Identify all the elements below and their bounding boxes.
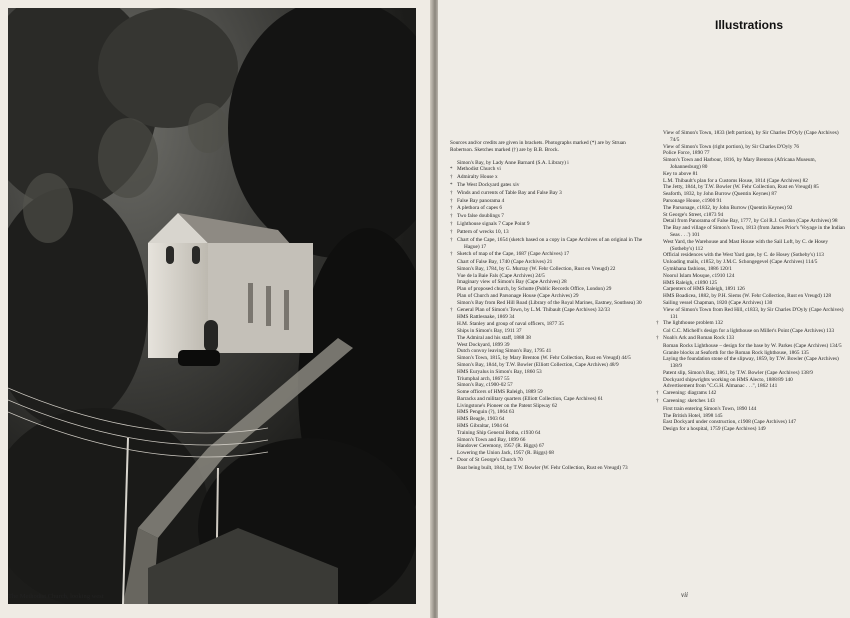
entry-text: Imaginary view of Simon's Bay (Cape Archives) 28 <box>457 279 567 286</box>
illustration-entry <box>663 171 846 178</box>
entry-text: Carpenters of HMS Raleigh, 1891 126 <box>663 286 745 293</box>
illustration-entry <box>457 423 650 430</box>
entry-text: The Parsonage, c1832, by John Burrow (Quentin Keynes) 92 <box>663 204 793 211</box>
entry-text: General Plan of Simon's Town, by L.M. Thibault (Cape Archives) 32/33 <box>457 306 610 313</box>
entry-text: Simon's Bay, 1784, by G. Murray (W. Fehr Collection, Rust en Vreugd) 22 <box>457 265 616 272</box>
entry-marker: † <box>450 307 453 313</box>
illustration-entry <box>457 389 650 396</box>
illustration-entry <box>663 273 846 280</box>
entry-text: Careening: diagrams 142 <box>663 390 717 397</box>
illustration-entry <box>450 189 650 198</box>
entry-text: Pattern of wrecks 10, 13 <box>457 228 509 235</box>
entry-marker: † <box>656 335 659 341</box>
illustration-entry <box>663 426 846 433</box>
right-page <box>438 0 850 618</box>
entry-text: HMS Boadicea, 1882, by P.H. Siems (W. Fehr Collection, Rust en Vreugd) 128 <box>663 293 831 300</box>
entry-text: Key to above 81 <box>663 170 698 177</box>
entry-text: Sketch of map of the Cape, 1687 (Cape Archives) 17 <box>457 251 570 258</box>
entry-text: Handover Ceremony, 1957 (R. Biggs) 67 <box>457 443 545 450</box>
entry-marker: † <box>656 321 659 327</box>
entry-text: Noah's Ark and Roman Rock 133 <box>663 334 735 341</box>
entry-text: HMS Gibraltar, 1904 64 <box>457 423 509 430</box>
illustration-entry <box>663 307 846 321</box>
entry-marker: † <box>450 175 453 181</box>
illustration-entry <box>457 355 650 362</box>
entry-text: Simon's Town, 1815, by Mary Brenton (W. Fehr Collection, Rust en Vreugd) 44/5 <box>457 355 631 362</box>
entry-marker: * <box>450 182 453 188</box>
page-number: vii <box>681 591 688 599</box>
illustration-entry <box>663 266 846 273</box>
photo-caption: The Methodist Church, looking west <box>8 593 104 600</box>
entry-text: Simon's Bay, 1844, by T.W. Bowler (Elliott Collection, Cape Archives) 48/9 <box>457 361 619 368</box>
entry-text: Noorul Islam Mosque, c1910 124 <box>663 272 735 279</box>
entry-text: Plan of Church and Parsonage House (Cape Archives) 29 <box>457 292 579 299</box>
entry-text: Winds and currents of Table Bay and False Bay 3 <box>457 189 562 196</box>
illustration-entry <box>457 160 650 167</box>
entry-text: Two false doublings 7 <box>457 213 504 220</box>
entry-marker: † <box>450 198 453 204</box>
entry-text: The British Hotel, 1898 145 <box>663 412 723 419</box>
entry-text: The Admiral and his staff, 1888 38 <box>457 334 531 341</box>
entry-text: Careening: sketches 143 <box>663 398 715 405</box>
illustration-entry <box>457 300 650 307</box>
entry-text: Boat being built, 1844, by T.W. Bowler (W. Fehr Collection, Rust en Vreugd) 73 <box>457 464 628 471</box>
entry-marker: † <box>656 391 659 397</box>
entry-text: Simon's Bay from Red Hill Road (Library of the Royal Marines, Eastney, Southsea) 30 <box>457 299 642 306</box>
entry-text: Triumphal arch, 1867 55 <box>457 375 510 382</box>
illustration-entry <box>663 259 846 266</box>
entry-text: HMS Euryalus in Simon's Bay, 1860 53 <box>457 368 542 375</box>
entry-text: Seaforth, 1832, by John Burrow (Quentin Keynes) 87 <box>663 191 777 198</box>
entry-text: The West Dockyard gates xiv <box>457 181 520 188</box>
illustration-entry <box>656 398 846 406</box>
illustration-entry <box>450 306 650 315</box>
illustration-entry <box>663 198 846 205</box>
entry-marker: * <box>450 458 453 464</box>
illustration-entry <box>450 251 650 259</box>
illustration-entry <box>663 157 846 171</box>
entry-text: View of Simon's Town from Red Hill, c1833, by Sir Charles D'Oyly (Cape Archives) 131 <box>663 306 844 320</box>
entry-text: West Yard, the Warehouse and Mast House with the Sail Loft, by C. de Hosey (Sotheby's) 112 <box>663 238 828 252</box>
illustration-entry <box>457 396 650 403</box>
illustration-entry <box>450 205 650 213</box>
illustration-entry <box>663 343 846 350</box>
entry-text: HMS Raleigh, c1890 125 <box>663 279 718 286</box>
entry-text: HMS Penguin (?), 1864 63 <box>457 409 515 416</box>
entry-text: Col C.C. Michell's design for a lighthouse on Miller's Point (Cape Archives) 133 <box>663 328 835 335</box>
illustration-entry <box>457 293 650 300</box>
entry-text: H.M. Stanley and group of naval officers, 1877 35 <box>457 321 564 328</box>
entry-marker: † <box>450 252 453 258</box>
entry-text: Barracks and military quarters (Elliott Collection, Cape Archives) 61 <box>457 395 604 402</box>
entry-text: Laying the foundation stone of the slipway, 1859, by T.W. Bowler (Cape Archives) 138/9 <box>663 356 839 370</box>
illustration-entry <box>457 416 650 423</box>
entry-text: Design for a hospital, 1759 (Cape Archives) 149 <box>663 426 766 433</box>
illustration-entry <box>656 390 846 398</box>
entry-text: Livingstone's Pioneer on the Patent Slipway 62 <box>457 402 558 409</box>
entry-text: Simon's Town and Harbour, 1816, by Mary Brenton (Africana Museum, Johannesburg) 80 <box>663 157 816 170</box>
illustration-entry <box>663 191 846 198</box>
church-photograph-image <box>8 8 416 604</box>
illustration-entry <box>663 370 846 377</box>
illustration-entry <box>663 300 846 307</box>
entry-text: Methodist Church vi <box>457 166 501 173</box>
entry-marker: † <box>450 229 453 235</box>
entry-marker: † <box>450 221 453 227</box>
entry-text: Some officers of HMS Raleigh, 1889 59 <box>457 389 543 396</box>
illustrations-list-left <box>450 140 650 472</box>
entry-text: Chart of False Bay, 1740 (Cape Archives) 21 <box>457 258 553 265</box>
illustration-entry <box>450 228 650 237</box>
entry-text: The Jetty, 1844, by T.W. Bowler (W. Fehr Collection, Rust en Vreugd) 85 <box>663 184 819 191</box>
entry-text: Sailing vessel Chapman, 1820 (Cape Archives) 130 <box>663 299 773 306</box>
entry-text: False Bay panorama 4 <box>457 197 505 204</box>
illustration-entry <box>457 369 650 376</box>
entry-text: Detail from Panorama of False Bay, 1777, by Col R.J. Gordon (Cape Archives) 98 <box>663 218 838 225</box>
illustration-entry <box>663 130 846 144</box>
entry-text: Simon's Town and Bay, 1899 66 <box>457 436 526 443</box>
entry-text: Police Force, 1890 77 <box>663 150 710 157</box>
entry-text: Dockyard shipwrights working on HMS Alecto, 1888/89 140 <box>663 376 793 383</box>
entry-text: The Bay and village of Simon's Town, 1813 (from James Prior's 'Voyage in the Indian Seas . . .') 101 <box>663 225 845 238</box>
entry-text: Official residences with the West Yard gate, by C. de Hosey (Sotheby's) 113 <box>663 252 824 259</box>
illustration-entry <box>663 293 846 300</box>
illustration-entry <box>457 266 650 273</box>
illustration-entry <box>663 225 846 239</box>
illustration-entry <box>450 236 650 252</box>
entry-text: HMS Beagle, 1903 64 <box>457 416 505 423</box>
illustration-entry <box>450 181 650 190</box>
entry-marker: † <box>450 237 453 243</box>
entry-text: View of Simon's Town (right portion), by Sir Charles D'Oyly 76 <box>663 143 800 150</box>
entry-text: Vue de la Baie Fals (Cape Archives) 24/5 <box>457 272 545 279</box>
entry-text: L.M. Thibault's plan for a Customs House, 1814 (Cape Archives) 82 <box>663 177 808 184</box>
illustration-entry <box>457 328 650 335</box>
illustration-entry <box>656 320 846 328</box>
entry-marker: † <box>656 399 659 405</box>
entry-text: Gymkhana fashions, 1886 120/1 <box>663 265 732 272</box>
entry-text: Parsonage House, c1900 91 <box>663 197 722 204</box>
illustration-entry <box>663 383 846 390</box>
entry-marker: * <box>450 167 453 173</box>
entry-text: HMS Rattlesnake, 1869 34 <box>457 314 515 321</box>
illustration-entry <box>663 328 846 335</box>
illustration-entry <box>656 334 846 343</box>
illustration-entry <box>663 205 846 212</box>
entry-text: Training Ship General Botha, c1930 64 <box>457 429 541 436</box>
illustrations-list-right <box>656 130 846 433</box>
entry-text: Simon's Bay, by Lady Anne Barnard (S.A. Library) i <box>457 159 569 166</box>
entry-text: A plethora of capes 6 <box>457 205 503 212</box>
entry-text: View of Simon's Town, 1833 (left portion), by Sir Charles D'Oyly (Cape Archives) 74/5 <box>663 130 839 143</box>
illustration-entry <box>457 409 650 416</box>
entry-text: Roman Rocks Lighthouse – design for the base by W. Parkes (Cape Archives) 134/5 <box>663 342 842 349</box>
entry-marker: † <box>450 190 453 196</box>
illustration-entry <box>450 166 650 174</box>
church-photograph <box>8 8 416 604</box>
entry-text: Lowering the Union Jack, 1957 (R. Biggs) 68 <box>457 450 554 457</box>
entry-text: Plan of proposed church, by Schutte (Public Records Office, London) 29 <box>457 286 612 293</box>
entry-text: Chart of the Cape, 1654 (sketch based on a copy in Cape Archives of an original in The Hague) 17 <box>457 236 643 251</box>
entry-text: The lighthouse problem 132 <box>663 320 723 327</box>
entry-text: Patent slip, Simon's Bay, 1861, by T.W. Bowler (Cape Archives) 138/9 <box>663 369 813 376</box>
entry-text: Unloading mails, c1852, by J.M.C. Schongegevel (Cape Archives) 114/5 <box>663 259 818 266</box>
entry-text: Admiralty House x <box>457 174 498 181</box>
entry-text: Door of St George's Church 70 <box>457 457 523 464</box>
illustration-entry <box>457 362 650 369</box>
illustration-entry <box>450 174 650 182</box>
illustration-entry <box>457 286 650 293</box>
illustration-entry <box>457 430 650 437</box>
entry-text: Simon's Bay, c1900-02 57 <box>457 382 513 389</box>
illustration-entry <box>663 356 846 370</box>
illustration-entry <box>663 406 846 413</box>
illustration-entry <box>457 376 650 383</box>
list-left-entries <box>450 160 650 472</box>
illustration-entry <box>457 259 650 266</box>
illustration-entry <box>457 465 650 472</box>
illustration-entry <box>450 220 650 229</box>
entry-text: St George's Street, c1873 94 <box>663 211 724 218</box>
illustration-entry <box>457 335 650 342</box>
entry-marker: † <box>450 206 453 212</box>
entry-text: East Dockyard under construction, c1908 (Cape Archives) 147 <box>663 419 796 426</box>
entry-text: Lighthouse signals 7 Cape Point 9 <box>457 220 530 227</box>
illustration-entry <box>450 457 650 465</box>
entry-text: First train entering Simon's Town, 1890 144 <box>663 405 757 412</box>
entry-text: Advertisement from "C.G.H. Almanac . . .", 1862 141 <box>663 383 778 390</box>
entry-text: Granite blocks at Seaforth for the Roman Rock lighthouse, 1865 135 <box>663 349 809 356</box>
illustration-entry <box>457 321 650 328</box>
illustration-entry <box>457 342 650 349</box>
entry-text: Dutch convoy leaving Simon's Bay, 1795 41 <box>457 348 552 355</box>
list-right-entries <box>656 130 846 433</box>
illustration-entry <box>663 144 846 151</box>
sources-note: Sources and/or credits are given in brackets. Photographs marked (*) are by Struan Robertson. Sketches marked (†) are by B.B. Brock. <box>450 140 626 153</box>
entry-marker: † <box>450 214 453 220</box>
page-heading: Illustrations <box>714 18 783 32</box>
entry-text: West Dockyard, 1899 39 <box>457 341 510 348</box>
illustration-entry <box>663 239 846 253</box>
entry-text: Ships in Simon's Bay, 1911 37 <box>457 327 522 334</box>
illustration-entry <box>450 213 650 221</box>
